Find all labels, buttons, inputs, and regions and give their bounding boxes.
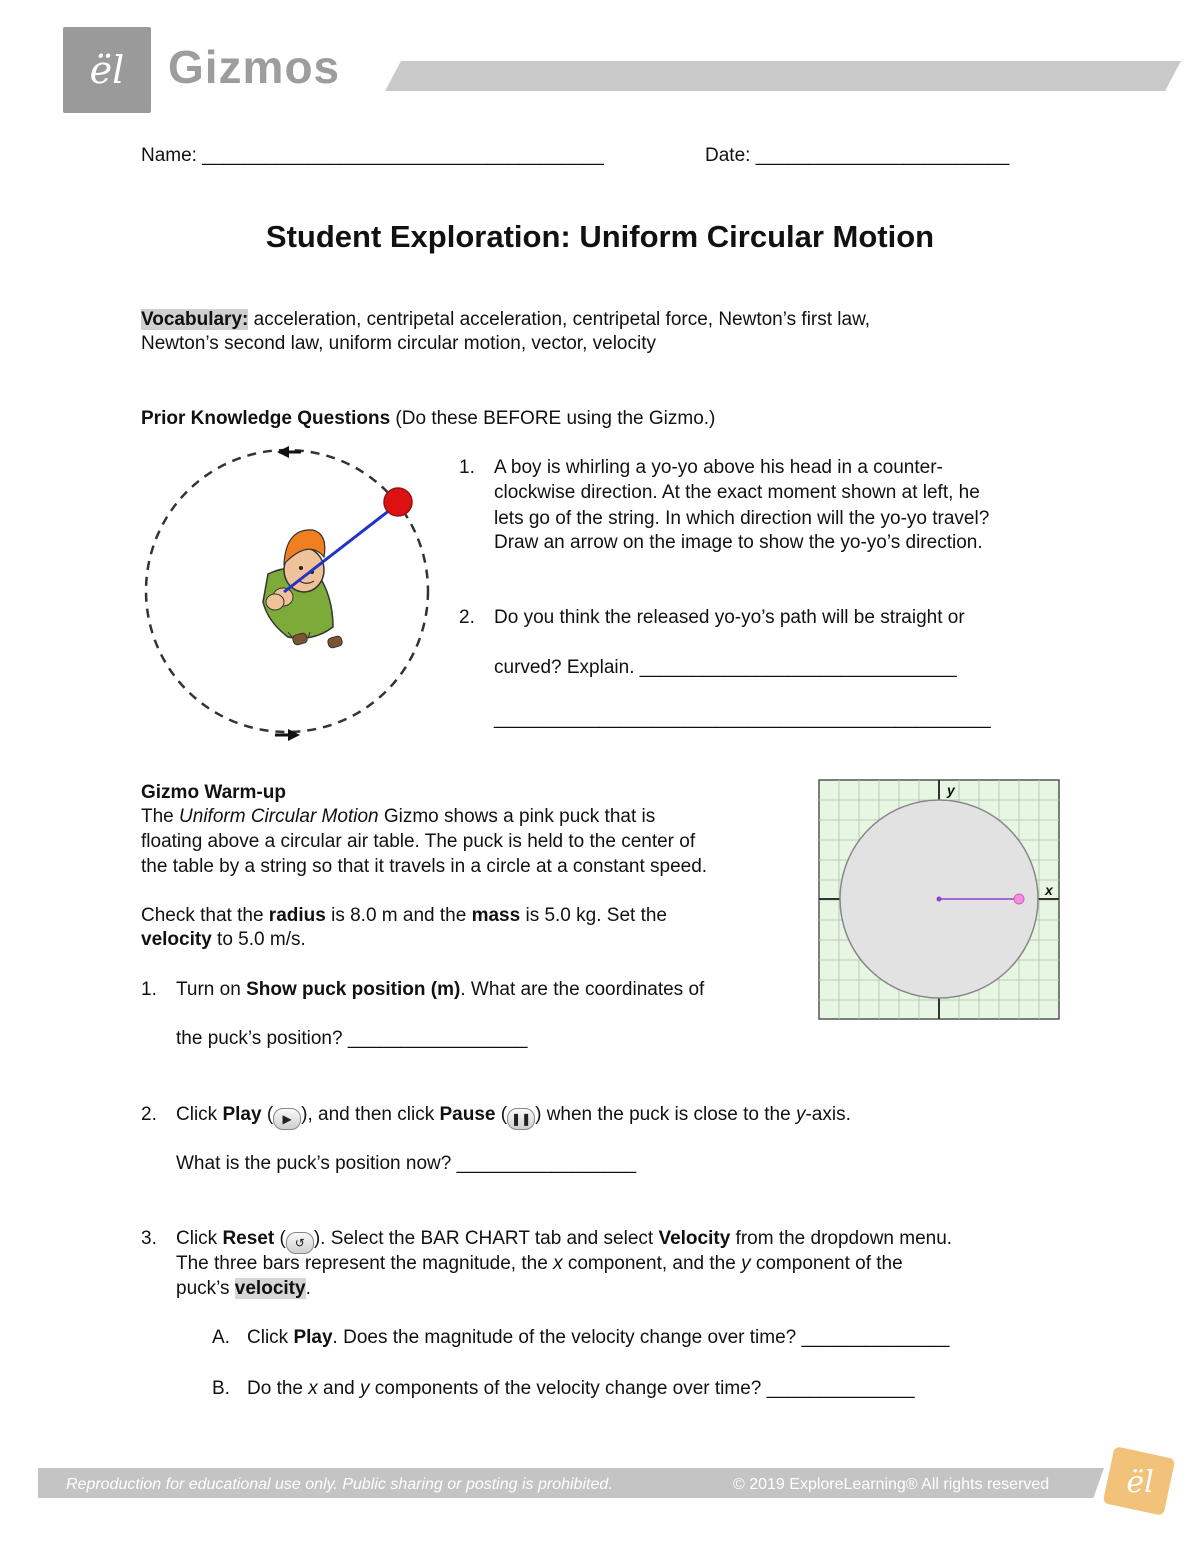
prior-knowledge-heading xyxy=(141,406,715,431)
prior-q2-line-2: curved? Explain. ______________________________ xyxy=(494,657,957,678)
q2-d: ( xyxy=(495,1104,508,1125)
date-label: Date: xyxy=(705,145,751,166)
q2-c: ), and then click xyxy=(301,1104,440,1125)
qb-b: and xyxy=(317,1378,361,1399)
gizmo-grid-figure xyxy=(818,779,1060,1020)
q3-l3-b: . xyxy=(305,1278,311,1299)
warmup-q3b-text xyxy=(247,1376,915,1401)
q1-a: Turn on xyxy=(176,979,247,1000)
mass-term: mass xyxy=(471,905,521,926)
warmup-heading-text: Gizmo Warm-up xyxy=(141,782,286,803)
q2-b: ( xyxy=(261,1104,274,1125)
warmup-q3-line-2 xyxy=(176,1251,903,1276)
velocity-menu-term: Velocity xyxy=(658,1228,731,1249)
radius-term: radius xyxy=(268,905,326,926)
play-button-icon: ▶ xyxy=(273,1108,301,1130)
el-logo-icon xyxy=(63,27,151,113)
qa-a: Click xyxy=(247,1327,294,1348)
yoyo-icon xyxy=(384,488,412,516)
q3-l2-a: The three bars represent the magnitude, the xyxy=(176,1253,554,1274)
warmup-q3-line-3 xyxy=(176,1276,311,1301)
date-blank: ________________________ xyxy=(755,145,1010,166)
q3-c: ). Select the BAR CHART tab and select xyxy=(313,1228,659,1249)
vocabulary-label: Vocabulary: xyxy=(141,309,249,330)
warmup-q1-line-1 xyxy=(176,977,704,1002)
warmup-q1-number: 1. xyxy=(141,979,157,1000)
table-center xyxy=(937,897,942,902)
warmup-q3b-letter: B. xyxy=(212,1378,230,1399)
warmup-heading xyxy=(141,780,286,805)
warmup-p1-a: The xyxy=(141,806,180,827)
explorelearning-logo xyxy=(63,27,151,113)
prior-heading: Prior Knowledge Questions xyxy=(141,408,391,429)
vocabulary-line-2: Newton’s second law, uniform circular motion, vector, velocity xyxy=(141,333,656,354)
warmup-q2-number: 2. xyxy=(141,1104,157,1125)
warmup-settings-line-2 xyxy=(141,927,306,952)
qb-y: y xyxy=(360,1378,370,1399)
prior-q1-line-1: A boy is whirling a yo-yo above his head in a counter- xyxy=(494,457,943,478)
warmup-q3a-text xyxy=(247,1325,949,1350)
warmup-q2-line-2: What is the puck’s position now? _________________ xyxy=(176,1153,637,1174)
warmup-paragraph-line-3: the table by a string so that it travels in a circle at a constant speed. xyxy=(141,856,708,877)
footer-el-logo-icon xyxy=(1100,1446,1180,1516)
qb-x: x xyxy=(308,1378,318,1399)
y-axis-label: y xyxy=(947,782,955,798)
arrow-top-icon xyxy=(277,446,301,458)
qb-a: Do the xyxy=(247,1378,309,1399)
q3-x: x xyxy=(553,1253,563,1274)
warmup-p1-c: Gizmo shows a pink puck that is xyxy=(378,806,656,827)
pause-button-icon: ❚❚ xyxy=(507,1108,535,1130)
q2-y: y xyxy=(795,1104,806,1125)
velocity-term: velocity xyxy=(141,929,212,950)
x-axis-label: x xyxy=(1045,882,1053,898)
show-puck-position-term: Show puck position (m) xyxy=(246,979,461,1000)
date-field xyxy=(705,143,1009,168)
prior-q2-number: 2. xyxy=(459,607,475,628)
prior-q1-line-3: lets go of the string. In which direction will the yo-yo travel? xyxy=(494,508,990,529)
vocabulary-text-1: acceleration, centripetal acceleration, centripetal force, Newton’s first law, xyxy=(248,309,871,330)
puck-icon xyxy=(1014,894,1024,904)
warmup-gizmo-name: Uniform Circular Motion xyxy=(179,806,379,827)
name-label: Name: xyxy=(141,145,197,166)
page-title: Student Exploration: Uniform Circular Motion xyxy=(265,219,935,254)
warmup-paragraph-line-1 xyxy=(141,804,655,829)
yoyo-figure xyxy=(138,442,438,747)
q3-l2-b: component, and the xyxy=(562,1253,742,1274)
warmup-q3a-letter: A. xyxy=(212,1327,230,1348)
prior-q1-line-2: clockwise direction. At the exact moment shown at left, he xyxy=(494,482,980,503)
reset-button-icon: ↺ xyxy=(286,1232,314,1254)
q3-d: from the dropdown menu. xyxy=(730,1228,953,1249)
warmup-q3-number: 3. xyxy=(141,1228,157,1249)
warmup-q2-line-1 xyxy=(176,1102,851,1130)
q3-y: y xyxy=(741,1253,751,1274)
q1-c: . What are the coordinates of xyxy=(460,979,705,1000)
vocabulary-line-1 xyxy=(141,307,870,332)
name-field xyxy=(141,143,604,168)
q3-l3-a: puck’s xyxy=(176,1278,235,1299)
settings-b: is 8.0 m and the xyxy=(325,905,472,926)
q3-b: ( xyxy=(274,1228,286,1249)
reset-term: Reset xyxy=(222,1228,275,1249)
velocity-highlight: velocity xyxy=(234,1278,306,1299)
boy-icon xyxy=(263,530,343,649)
q2-e: ) when the puck is close to the xyxy=(535,1104,796,1125)
svg-text:ël: ël xyxy=(1126,1465,1154,1500)
warmup-q1-line-2: the puck’s position? _________________ xyxy=(176,1028,528,1049)
q2-f: -axis. xyxy=(805,1104,851,1125)
pause-term: Pause xyxy=(439,1104,496,1125)
settings-c: is 5.0 kg. Set the xyxy=(520,905,667,926)
prior-q2-line-3: _______________________________________________ xyxy=(494,708,991,729)
footer-copyright: © 2019 ExploreLearning® All rights reserved xyxy=(733,1476,1050,1493)
header-bar xyxy=(385,61,1181,91)
gizmos-brand: Gizmos xyxy=(168,41,341,93)
qa-b: . Does the magnitude of the velocity change over time? ______________ xyxy=(332,1327,950,1348)
q2-a: Click xyxy=(176,1104,223,1125)
qa-play-term: Play xyxy=(293,1327,333,1348)
svg-text:ël: ël xyxy=(89,48,125,92)
warmup-q3-line-1 xyxy=(176,1226,952,1254)
settings-a: Check that the xyxy=(141,905,269,926)
prior-q1-number: 1. xyxy=(459,457,475,478)
settings-d: to 5.0 m/s. xyxy=(211,929,306,950)
name-blank: ______________________________________ xyxy=(202,145,604,166)
footer-disclaimer: Reproduction for educational use only. Public sharing or posting is prohibited. xyxy=(66,1476,613,1493)
q3-a: Click xyxy=(176,1228,223,1249)
prior-q2-line-1: Do you think the released yo-yo’s path will be straight or xyxy=(494,607,965,628)
prior-note: (Do these BEFORE using the Gizmo.) xyxy=(390,408,716,429)
q3-l2-c: component of the xyxy=(750,1253,903,1274)
prior-q1-line-4: Draw an arrow on the image to show the yo-yo’s direction. xyxy=(494,532,983,553)
warmup-paragraph-line-2: floating above a circular air table. The puck is held to the center of xyxy=(141,831,696,852)
play-term: Play xyxy=(222,1104,262,1125)
qb-c: components of the velocity change over time? ______________ xyxy=(369,1378,915,1399)
warmup-settings-line-1 xyxy=(141,903,667,928)
